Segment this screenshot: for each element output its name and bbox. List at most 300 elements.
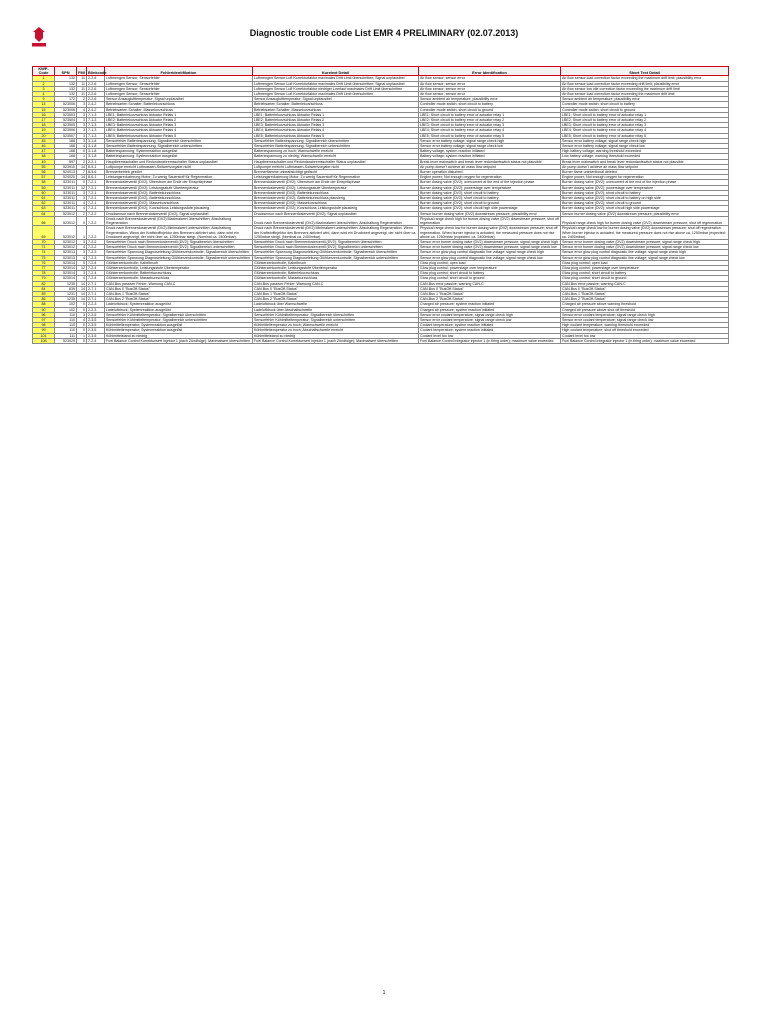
fehler-cell: Drucksensor nach Brennerdosierventil (DV2); Signal unplausibel	[105, 211, 253, 216]
table-body	[33, 76, 729, 344]
blinkcode-cell: 2-2-6	[87, 92, 105, 97]
kwp-cell: 79	[33, 276, 55, 281]
spn-cell: 523011	[55, 201, 77, 206]
kurztext-cell: Kühlmitteltemperatur zu hoch; Warnschwelle erreicht	[253, 323, 419, 328]
fehler-cell: Brennerdosierventil (DV2); Überstrom am Ende der Einspritzphase	[105, 180, 253, 185]
fehler-cell: Druck nach Brennerdosierventil (DV2) Minimalwert unterschritten; Abschaltung Regeneration. Wenn der Kraftstoffinjektor des Brenners aktiviert wird, dann wird ein Druckwert angezeigt, der nicht über ca. 1250mbar steigt. (Nominal ca. 2400mbar).	[105, 226, 253, 240]
trouble-code-table	[32, 66, 729, 344]
kwp-cell: 46	[33, 144, 55, 149]
short-text-cell: Sensor error coolant temperature; signal range check low	[561, 317, 729, 322]
page-number: 1	[382, 990, 386, 996]
kwp-cell: 15	[33, 107, 55, 112]
kwp-cell: 48	[33, 154, 55, 159]
fmi-cell: 14	[77, 281, 87, 286]
spn-cell: 1235	[55, 281, 77, 286]
spn-cell: 168	[55, 144, 77, 149]
fehler-cell: Luftmengen Sensor; Sensorfehler	[105, 86, 253, 91]
fehler-cell: Ladeluftdruck; Systemreaktion ausgelöst	[105, 307, 253, 312]
fehler-cell: Sensorfehler Spannung Diagnoseleitung Glühkerzenkontrolle; Signalbereich überschritten	[105, 250, 253, 255]
kwp-cell: 101	[33, 333, 55, 338]
spn-cell: 523014	[55, 265, 77, 270]
kwp-cell: 4	[33, 92, 55, 97]
error-id-cell: Sensor ambient air temperature; plausibility error	[419, 97, 561, 102]
error-id-cell: Coolant temperature; system reaction initiated	[419, 328, 561, 333]
error-id-cell: Air flow sensor; sensor error	[419, 86, 561, 91]
kurztext-cell: Drucksensor nach Brennerdosierventil (DV2); Signal unplausibel	[253, 211, 419, 216]
table-row	[33, 239, 729, 244]
kwp-cell: 18	[33, 123, 55, 128]
kwp-cell: 55	[33, 164, 55, 169]
fmi-cell: 2	[77, 159, 87, 164]
spn-cell: 110	[55, 317, 77, 322]
kwp-cell: 56	[33, 170, 55, 175]
short-text-cell: Burner dosing valve (DV2); short circuit to battery	[561, 190, 729, 195]
fmi-cell: 1	[77, 333, 87, 338]
blinkcode-cell: 2-3-5	[87, 317, 105, 322]
error-id-cell: Sensor error coolant temperature; signal range check low	[419, 317, 561, 322]
kwp-cell: 71	[33, 245, 55, 250]
fmi-cell: 0	[77, 323, 87, 328]
error-id-cell: Air flow sensor; sensor error	[419, 92, 561, 97]
kwp-cell: 82	[33, 281, 55, 286]
fehler-cell: Kühlmittelstand zu niedrig	[105, 333, 253, 338]
table-row	[33, 255, 729, 260]
table-row	[33, 250, 729, 255]
fmi-cell: 4	[77, 245, 87, 250]
short-text-cell: Sensor error glow plug control diagnostic line voltage; signal range check low	[561, 255, 729, 260]
fmi-cell: 14	[77, 164, 87, 169]
error-id-cell: Sensor error battery voltage; signal range check low	[419, 144, 561, 149]
kwp-cell: 78	[33, 271, 55, 276]
kwp-cell: 2	[33, 81, 55, 86]
short-text-cell: Coolant level too low	[561, 333, 729, 338]
short-text-cell: Burner dosing valve (DV2); overcurrent at the end of the injection phase	[561, 180, 729, 185]
blinkcode-cell: 3-1-8	[87, 149, 105, 154]
table-row	[33, 245, 729, 250]
kwp-cell: 75	[33, 255, 55, 260]
fmi-cell: 1	[77, 154, 87, 159]
kurztext-cell: Brennerdosierventil (DV2); Batteriekurzschluss	[253, 190, 419, 195]
spn-cell: 523011	[55, 190, 77, 195]
blinkcode-cell: 7-2-4	[87, 338, 105, 343]
spn-cell: 110	[55, 312, 77, 317]
fehler-cell: Sensorfehler Batteriespannung; Signalbereich unterschritten	[105, 144, 253, 149]
fmi-cell: 2	[77, 211, 87, 216]
blinkcode-cell: 2-7-1	[87, 291, 105, 296]
fmi-cell: 7	[77, 170, 87, 175]
kurztext-cell: Brennerdosierventil (DV2); Batteriekurzschluss plausierig	[253, 196, 419, 201]
kwp-cell: 90	[33, 307, 55, 312]
fmi-cell: 0	[77, 180, 87, 185]
fehler-cell: Betriebsarten Schalter; Batteriekurzschluss	[105, 102, 253, 107]
kwp-cell: 86	[33, 297, 55, 302]
kurztext-cell: Luftmengen Sensor Luft Korrekturfaktor maximales Drift Limit überschritten; Signal unplausibel	[253, 76, 419, 81]
short-text-cell: Sensor ambient air temperature; plausibility error	[561, 97, 729, 102]
fmi-cell: 4	[77, 276, 87, 281]
kwp-cell: 45	[33, 138, 55, 143]
spn-cell: 523012	[55, 245, 77, 250]
error-id-cell: Charged air pressure; system reaction initiated	[419, 302, 561, 307]
blinkcode-cell: 2-3-5	[87, 333, 105, 338]
kwp-cell: 84	[33, 286, 55, 291]
fehler-cell: Fuel Balance Control Korrekturwert Injektor 1 (nach Zündfolge); Maximalwert überschritten	[105, 338, 253, 343]
kurztext-cell: Leistungsreduzierung Motor; Zu wenig Sauerstoff für Regeneration	[253, 175, 419, 180]
blinkcode-cell: 7-2-4	[87, 276, 105, 281]
error-id-cell: CAN-Bus 2 "BusOff-Status"	[419, 297, 561, 302]
blinkcode-cell: 6-9-1	[87, 164, 105, 169]
short-text-cell: Burner dosing valve (DV2); short circuit to ground	[561, 201, 729, 206]
fehler-cell: Sensorfehler Kühlmitteltemperatur; Signalbereich unterschritten	[105, 317, 253, 322]
kurztext-cell: Kühlmitteltemperatur zu hoch; Abschaltschwelle erreicht	[253, 328, 419, 333]
table-row	[33, 216, 729, 225]
table-row	[33, 76, 729, 81]
fehler-cell: LBE1; Batteriekurzschluss Aktuator Relais 1	[105, 112, 253, 117]
fehler-cell: LBE4; Batteriekurzschluss Aktuator Relais 4	[105, 128, 253, 133]
error-id-cell: Engine power; Not enough oxygen for regeneration	[419, 175, 561, 180]
short-text-cell: Sensor error burner dosing valve (DV2) downstream pressure; signal range check low	[561, 245, 729, 250]
fmi-cell: 0	[77, 328, 87, 333]
error-id-cell: Battery voltage; system reaction initiated	[419, 154, 561, 159]
kurztext-cell: Glühkerzenkontrolle; Kabelbruch	[253, 260, 419, 265]
error-id-cell: CAN-Bus error passive; warning CAN-C	[419, 281, 561, 286]
fehler-cell: Sensorfehler Druck nach Brennerdosierventil (DV2); Signalbereich überschritten	[105, 239, 253, 244]
kurztext-cell: Hauptbremsschalter und Redundanzbremsschalter Status unplausibel	[253, 159, 419, 164]
blinkcode-cell: 7-2-3	[87, 250, 105, 255]
short-text-cell: High battery voltage; warning threshold exceeded	[561, 149, 729, 154]
fmi-cell: 14	[77, 286, 87, 291]
error-id-cell: Physical range check low for burner dosing valve (DV2) downstream pressure; shut off regeneration. When burner injector is actuated, the measured pressure does not rise above ca. 1250mbar (expected: ca. 2400mbar).	[419, 226, 561, 240]
spn-cell: 523029	[55, 338, 77, 343]
spn-cell: 523011	[55, 185, 77, 190]
fmi-cell: 3	[77, 138, 87, 143]
spn-cell: 523012	[55, 239, 77, 244]
blinkcode-cell: 7-2-4	[87, 265, 105, 270]
fehler-cell: CAN-Bus 1 "BusOff-Status"	[105, 291, 253, 296]
short-text-cell: LBE3; Short circuit to battery error of actuator relay 3	[561, 123, 729, 128]
blinkcode-cell: 2-7-1	[87, 286, 105, 291]
fehler-cell: Leistungsreduzierung Motor; Zu wenig Sauerstoff für Regeneration	[105, 175, 253, 180]
spn-cell: 1235	[55, 297, 77, 302]
kurztext-cell: CAN-Bus 2 "BusOff-Status"	[253, 297, 419, 302]
spn-cell: 132	[55, 86, 77, 91]
error-id-cell: Glow plug control; short circuit to battery	[419, 271, 561, 276]
kwp-cell: 61	[33, 196, 55, 201]
kwp-cell: 49	[33, 159, 55, 164]
fehler-cell: Sensorfehler Batteriespannung; Signalbereich überschritten	[105, 138, 253, 143]
spn-cell: 523011	[55, 206, 77, 211]
error-id-cell: Burner operation disturbed	[419, 170, 561, 175]
short-text-cell: CAN-Bus 0 "BusOff-Status"	[561, 286, 729, 291]
kurztext-cell: Druck nach Brennerdosierventil (DV2) Minimalwert unterschritten; Abschaltung Regeneration. Wenn der Kraftstoffinjektor des Brenners aktiviert wird, dann wird ein Druckwert angezeigt, der nicht über ca. 1250mbar steigt. (Nominal ca. 2400mbar).	[253, 226, 419, 240]
kwp-cell: 47	[33, 149, 55, 154]
short-text-cell: Air flow sensor load correction factor exceeding the maximum drift limit; plausibility error	[561, 76, 729, 81]
spn-cell: 523006	[55, 107, 77, 112]
fmi-cell: 14	[77, 297, 87, 302]
kurztext-cell: Sensorfehler Druck nach Brennerdosierventil (DV2); Signalbereich überschritten	[253, 239, 419, 244]
fmi-cell: 3	[77, 123, 87, 128]
short-text-cell: Air flow sensor load correction factor exceeding drift limit; plausibility error	[561, 81, 729, 86]
fmi-cell: 3	[77, 312, 87, 317]
spn-cell: 523503	[55, 112, 77, 117]
spn-cell: 132	[55, 81, 77, 86]
short-text-cell: Sensor error glow plug control diagnostic line voltage; signal range check high	[561, 250, 729, 255]
error-id-cell: Physical range check high for burner dosing valve (DV2) downstream pressure; shut off regeneration	[420, 216, 559, 226]
blinkcode-cell: 7-2-1	[87, 180, 105, 185]
fehler-cell: Luftmengen Sensor; Sensorfehler	[105, 81, 253, 86]
fehler-cell: Kühlmitteltemperatur; Systemreaktion ausgelöst	[105, 328, 253, 333]
fmi-cell: 4	[77, 317, 87, 322]
short-text-cell: Low battery voltage; warning threshold exceeded	[561, 154, 729, 159]
fmi-cell: 12	[77, 185, 87, 190]
col-fehleridentifikation: Fehleridentifikation	[105, 67, 253, 76]
fehler-cell: Brennerdosierventil (DV2); Kurzschluss Leistungsstufe plausierig	[105, 206, 253, 211]
blinkcode-cell: 2-2-1	[87, 159, 105, 164]
fehler-cell: Kühlmitteltemperatur; Systemreaktion ausgelöst	[105, 323, 253, 328]
blinkcode-cell: 2-2-3	[87, 302, 105, 307]
kurztext-cell: Batteriespannung zu niedrig; Warnschwelle erreicht	[253, 154, 419, 159]
col-error-identification: Error Identification	[419, 67, 561, 76]
error-id-cell: LBE5; Short circuit to battery error of actuator relay 5	[419, 133, 561, 138]
col-blinkcode: Blinkcode	[87, 67, 105, 76]
error-id-cell: Sensor error burner dosing valve (DV2) downstream pressure; signal range check high	[419, 239, 561, 244]
fehler-cell: Sensorfehler Druck nach Brennerdosierventil (DV2); Signalbereich unterschritten	[105, 245, 253, 250]
short-text-cell: Break lever mainswitch and break lever redundantswitch status not plausible	[561, 159, 729, 164]
blinkcode-cell: 2-2-3	[87, 307, 105, 312]
fmi-cell: 1	[77, 226, 87, 240]
kurztext-cell: LBE3; Batteriekurzschluss Aktuator Relais 3	[253, 123, 419, 128]
blinkcode-cell: 7-1-3	[87, 123, 105, 128]
blinkcode-cell: 7-2-4	[87, 271, 105, 276]
fehler-cell: Sensorfehler Kühlmitteltemperatur; Signalbereich überschritten	[105, 312, 253, 317]
fehler-cell: Glühkerzenkontrolle; Kabelbruch	[105, 260, 253, 265]
spn-cell: 523507	[55, 133, 77, 138]
short-text-cell: Burner dosing valve (DV2); powerstage over temperature	[561, 185, 729, 190]
blinkcode-cell: 2-3-5	[87, 328, 105, 333]
blinkcode-cell: 3-1-8	[87, 138, 105, 143]
fmi-cell: 3	[77, 128, 87, 133]
error-id-cell: Burner dosing valve (DV2); overcurrent at the end of the injection phase	[419, 180, 561, 185]
col-kwp-code: KWP-Code	[33, 67, 55, 76]
spn-cell: 523012	[55, 216, 77, 225]
short-text-cell: High coolant temperature; warning threshold exceeded	[561, 323, 729, 328]
kurztext-cell: Betriebsarten Schalter; Batteriekurzschluss	[253, 102, 419, 107]
spn-cell: 523506	[55, 128, 77, 133]
fmi-cell: 4	[77, 144, 87, 149]
blinkcode-cell: 7-2-1	[87, 201, 105, 206]
short-text-cell: High coolant temperature; shut off threshold exceeded	[561, 328, 729, 333]
fehler-cell: Druck nach Brennerdosierventil (DV2) Maximalwert überschritten; Abschaltung Regeneration	[105, 216, 253, 225]
kurztext-cell: Sensorfehler Spannung Diagnoseleitung Glühkerzenkontrolle; Signalbereich überschritten	[253, 250, 419, 255]
error-id-cell: Charged air pressure; system reaction initiated	[419, 307, 561, 312]
error-id-cell: Controller mode switch; short circuit to battery	[419, 102, 561, 107]
fehler-cell: Brennerbetrieb gestört	[105, 170, 253, 175]
short-text-cell: Burner flame unintentional deleted	[561, 170, 729, 175]
fmi-cell: 14	[77, 291, 87, 296]
fehler-cell: Sensor Ansauglufttemperatur; Signal unplausibel	[105, 97, 253, 102]
error-id-cell: Coolant level too low	[419, 333, 561, 338]
blinkcode-cell: 2-2-6	[87, 97, 105, 102]
short-text-cell: Air flow sensor low idle correction factor exceeding the maximum drift limit	[561, 86, 729, 91]
blinkcode-cell: 7-2-4	[87, 260, 105, 265]
blinkcode-cell: 7-2-2	[87, 211, 105, 216]
spn-cell: 132	[55, 92, 77, 97]
error-id-cell: Coolant temperature; system reaction initiated	[419, 323, 561, 328]
short-text-cell: Burner dosing valve (DV2); short circuit high side powerstage	[561, 206, 729, 211]
blinkcode-cell: 2-2-6	[87, 81, 105, 86]
blinkcode-cell: 2-2-6	[87, 86, 105, 91]
kurztext-cell: Sensor Ansauglufttemperatur; Signal unplausibel	[253, 97, 419, 102]
error-id-cell: Sensor burner dosing valve (DV2) downstream pressure; plausibility error	[419, 211, 561, 216]
kurztext-cell: Luftmengen Sensor Luft Korrekturfaktor niedriger Leerlauf maximales Drift Limit überschritten	[253, 86, 419, 91]
error-id-cell: Sensor error burner dosing valve (DV2) downstream pressure; signal range check low	[419, 245, 561, 250]
col-short-text-detail: Short Text Detail	[561, 67, 729, 76]
fehler-cell: Brennerdosierventil (DV2); Leistungsstufe Übertemperatur	[105, 185, 253, 190]
fmi-cell: 3	[77, 118, 87, 123]
col-kurztext-detail: Kurztext Detail	[253, 67, 419, 76]
kurztext-cell: CAN-Bus 0 "BusOff-Status"	[253, 286, 419, 291]
kurztext-cell: Fuel Balance Control Korrekturwert Injektor 1 (nach Zündfolge); Maximalwert überschritten	[253, 338, 419, 343]
fmi-cell: 0	[77, 216, 87, 225]
kurztext-cell: Sensorfehler Spannung Diagnoseleitung Glühkerzenkontrolle; Signalbereich unterschritten	[253, 255, 419, 260]
spn-cell: 523014	[55, 276, 77, 281]
kwp-cell: 57	[33, 175, 55, 180]
kwp-cell: 108	[33, 338, 55, 343]
fmi-cell: 14	[77, 175, 87, 180]
fehler-cell: LBE5; Batteriekurzschluss Aktuator Relais 5	[105, 133, 253, 138]
spn-cell: 639	[55, 286, 77, 291]
kurztext-cell: Ladeluftdruck über Warnschwelle	[253, 302, 419, 307]
blinkcode-cell: 7-2-1	[87, 185, 105, 190]
fmi-cell: 3	[77, 112, 87, 117]
short-text-cell: Air flow sensor load correction factor exceeding the maximum drift limit	[561, 92, 729, 97]
table-header-row	[33, 67, 729, 76]
short-text-cell: Glow plug control; open load	[561, 260, 729, 265]
error-id-cell: Break lever mainswitch and break lever redundantswitch status not plausible	[419, 159, 561, 164]
kurztext-cell: LBE1; Batteriekurzschluss Aktuator Relais 1	[253, 112, 419, 117]
kurztext-cell: Glühkerzenkontrolle; Massekurzschluss	[253, 276, 419, 281]
fehler-cell: Brennerdosierventil (DV2); Massekurzschluss	[105, 201, 253, 206]
spn-cell: 168	[55, 138, 77, 143]
fmi-cell: 5	[77, 260, 87, 265]
kwp-cell: 1	[33, 76, 55, 81]
kurztext-cell: CAN-Bus 1 "BusOff-Status"	[253, 291, 419, 296]
short-text-cell: Sensor error burner dosing valve (DV2) downstream pressure; signal range check high	[561, 239, 729, 244]
blinkcode-cell: 7-2-2	[87, 216, 105, 225]
short-text-cell: Controller mode switch; short circuit to battery	[561, 102, 729, 107]
kurztext-cell: Betriebsarten Schalter; Massekurzschluss	[253, 107, 419, 112]
blinkcode-cell: 8-6-1	[87, 175, 105, 180]
blinkcode-cell: 7-1-3	[87, 118, 105, 123]
error-id-cell: Sensor error glow plug control diagnostic line voltage; signal range check low	[419, 255, 561, 260]
short-text-cell: Sensor error battery voltage; signal range check low	[561, 144, 729, 149]
fehler-cell: Betriebsarten Schalter; Massekurzschluss	[105, 107, 253, 112]
fmi-cell: 0	[77, 149, 87, 154]
spn-cell: 523012	[55, 211, 77, 216]
kwp-cell: 19	[33, 128, 55, 133]
blinkcode-cell: 7-1-3	[87, 112, 105, 117]
fmi-cell: 11	[77, 92, 87, 97]
short-text-cell: Glow plug control; short circuit to battery	[561, 271, 729, 276]
table-row	[33, 226, 729, 240]
blinkcode-cell: 2-7-1	[87, 281, 105, 286]
blinkcode-cell: 3-1-8	[87, 144, 105, 149]
fehler-cell: Brennerdosierventil (DV2); Batteriekurzschluss	[105, 190, 253, 195]
kurztext-cell: Brennerdosierventil (DV2); Überstrom am Ende der Einspritzphase	[253, 180, 419, 185]
fehler-cell: Luftmengen Sensor; Sensorfehler	[105, 92, 253, 97]
fehler-cell: LBE2; Batteriekurzschluss Aktuator Relais 2	[105, 118, 253, 123]
blinkcode-cell: 7-2-1	[87, 190, 105, 195]
short-text-cell: Controller mode switch; short circuit to ground	[561, 107, 729, 112]
fehler-cell: Glühkerzenkontrolle; Leistungsstufe Übertemperatur	[105, 265, 253, 270]
kurztext-cell: Sensorfehler Batteriespannung; Signalbereich unterschritten	[253, 144, 419, 149]
short-text-cell: LBE2; Short circuit to battery error of actuator relay 2	[561, 118, 729, 123]
kurztext-cell: Glühkerzenkontrolle; Leistungsstufe Übertemperatur	[253, 265, 419, 270]
error-id-cell: Glow plug control; open load	[419, 260, 561, 265]
spn-cell: 523012	[55, 226, 77, 240]
kwp-cell: 59	[33, 185, 55, 190]
kwp-cell: 58	[33, 180, 55, 185]
short-text-cell: Glow plug control; short circuit to ground	[561, 276, 729, 281]
spn-cell: 132	[55, 76, 77, 81]
kurztext-cell: Sensorfehler Kühlmitteltemperatur; Signalbereich unterschritten	[253, 317, 419, 322]
short-text-cell: Air pump doesn't achieve air mass flow setpoint	[561, 164, 729, 169]
kurztext-cell: Ladeluftdruck über Abschaltschwelle	[253, 307, 419, 312]
fehler-cell: CAN-Bus passiver Fehler; Warnung CAN-C	[105, 281, 253, 286]
spn-cell: 110	[55, 323, 77, 328]
spn-cell: 523006	[55, 102, 77, 107]
spn-cell: 102	[55, 307, 77, 312]
kurztext-cell: Sensorfehler Batteriespannung; Signalbereich überschritten	[253, 138, 419, 143]
kurztext-cell: Brennerdosierventil (DV2); Kurzschluss Leistungsstufe plausierig	[253, 206, 419, 211]
blinkcode-cell: 2-4-2	[87, 102, 105, 107]
blinkcode-cell: 2-3-5	[87, 312, 105, 317]
fehler-cell: Sensorfehler Spannung Diagnoseleitung Glühkerzenkontrolle; Signalbereich unterschritten	[105, 255, 253, 260]
blinkcode-cell: 7-1-3	[87, 128, 105, 133]
kwp-cell: 76	[33, 260, 55, 265]
error-id-cell: Burner dosing valve (DV2); powerstage over temperature	[419, 185, 561, 190]
blinkcode-cell: 2-2-6	[87, 76, 105, 81]
kwp-cell: 96	[33, 312, 55, 317]
kwp-cell: 98	[33, 323, 55, 328]
short-text-cell: Sensor error battery voltage; signal range check high	[561, 138, 729, 143]
fmi-cell: 4	[77, 255, 87, 260]
fehler-cell: Batteriespannung; Systemreaktion ausgelöst	[105, 154, 253, 159]
kurztext-cell: Brennerdosierventil (DV2); Leistungsstufe Übertemperatur	[253, 185, 419, 190]
short-text-cell: CAN-Bus error passive; warning CAN-C	[561, 281, 729, 286]
spn-cell: 524020	[55, 175, 77, 180]
error-id-cell: Burner dosing valve (DV2); short circuit to battery	[419, 196, 561, 201]
table-row	[33, 86, 729, 91]
fehler-cell: Luftpumpe erreicht Luftmassen-Sollwertvorgabe nicht	[105, 164, 253, 169]
blinkcode-cell: 2-7-1	[87, 297, 105, 302]
fmi-cell: 11	[77, 86, 87, 91]
fmi-cell: 12	[77, 265, 87, 270]
blinkcode-cell: 7-2-3	[87, 255, 105, 260]
error-id-cell: Controller mode switch; short circuit to ground	[419, 107, 561, 112]
error-id-cell: LBE1; Short circuit to battery error of actuator relay 1	[419, 112, 561, 117]
error-id-cell: Burner dosing valve (DV2); short circuit to ground	[419, 201, 561, 206]
col-spn: SPN	[55, 67, 77, 76]
spn-cell: 524013	[55, 170, 77, 175]
fmi-cell: 3	[77, 133, 87, 138]
spn-cell: 523011	[55, 196, 77, 201]
spn-cell: 168	[55, 154, 77, 159]
blinkcode-cell: 3-1-8	[87, 154, 105, 159]
short-text-cell: Charged air pressure above shut off threshold	[561, 307, 729, 312]
kwp-cell: 66	[33, 216, 55, 225]
spn-cell: 597	[55, 159, 77, 164]
kwp-cell: 17	[33, 118, 55, 123]
